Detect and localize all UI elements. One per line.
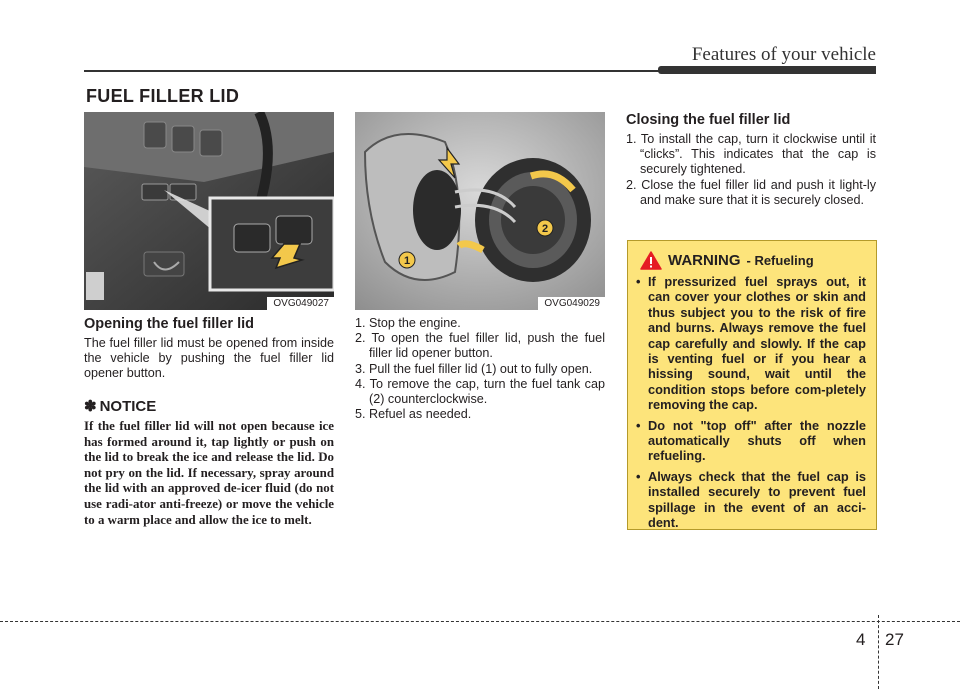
warning-box <box>627 240 877 530</box>
header-title: Features of your vehicle <box>691 44 876 65</box>
page-chapter: 4 <box>856 630 866 649</box>
footer-rule <box>0 621 960 622</box>
figure-fuel-cap <box>355 112 605 310</box>
notice-heading-text: NOTICE <box>99 397 157 415</box>
warning-title <box>640 251 876 270</box>
warning-subtitle: - Refueling <box>746 253 814 268</box>
warning-title-text: WARNING <box>668 252 741 269</box>
opener-button-illustration <box>84 112 334 310</box>
header-tab <box>658 66 876 74</box>
column-closing <box>626 112 876 208</box>
list-item: 1. To install the cap, turn it clockwise until it “clicks”. This indicates that the cap is securely tightened. <box>626 132 876 177</box>
list-item: 2. To open the fuel filler lid, push the fuel filler lid opener button. <box>355 331 605 361</box>
opening-steps-list <box>355 316 605 422</box>
list-item: 1. Stop the engine. <box>355 316 461 330</box>
closing-steps-list <box>626 132 876 208</box>
list-item: 3. Pull the fuel filler lid (1) out to fully open. <box>355 361 593 376</box>
footer-divider <box>878 615 879 689</box>
list-item: 4. To remove the cap, turn the fuel tank cap (2) counterclockwise. <box>355 376 605 407</box>
list-item: 5. Refuel as needed. <box>355 407 472 422</box>
figure-label: OVG049029 <box>538 297 605 310</box>
opening-heading: Opening the fuel filler lid <box>84 316 254 332</box>
warning-list <box>636 274 866 531</box>
list-item: • If pressurized fuel sprays out, it can cover your clothes or skin and thus subject you to the risk of fire and burns. Always remove the fuel cap carefully and slowly. If the cap is venting fuel or if you hear a hissing sound, wait until the condition stops before com-pletely removing the cap. <box>636 274 866 413</box>
column-opening <box>84 112 334 528</box>
column-steps <box>355 112 605 422</box>
warning-triangle-icon <box>640 251 662 270</box>
fuel-cap-illustration <box>355 112 605 310</box>
notice-symbol-icon: ✽ <box>84 398 97 415</box>
callout-1: 1 <box>403 255 411 267</box>
figure-label: OVG049027 <box>267 297 334 310</box>
list-item: • Do not "top off" after the nozzle automatically shuts off when refueling. <box>636 418 866 464</box>
notice-body: If the fuel filler lid will not open because ice has formed around it, tap lightly or push on the lid to break the ice and release the lid. Do not pry on the lid. If necessary, spray around the lid with an approved de-icer fluid (do not use radi-ator anti-freeze) or move the vehicle to a warm place and allow the ice to melt. <box>84 419 334 527</box>
list-item: 2. Close the fuel filler lid and push it light-ly and make sure that it is securely closed. <box>626 177 876 207</box>
list-item: • Always check that the fuel cap is installed securely to prevent fuel spillage in the event of an acci-dent. <box>636 469 866 531</box>
section-title: FUEL FILLER LID <box>86 86 240 106</box>
figure-opener-button <box>84 112 334 310</box>
notice-heading <box>84 397 334 415</box>
page-number: 27 <box>885 630 904 649</box>
opening-body: The fuel filler lid must be opened from inside the vehicle by pushing the fuel filler lid opener button. <box>84 336 334 380</box>
callout-2: 2 <box>541 223 549 235</box>
closing-heading: Closing the fuel filler lid <box>626 112 791 128</box>
